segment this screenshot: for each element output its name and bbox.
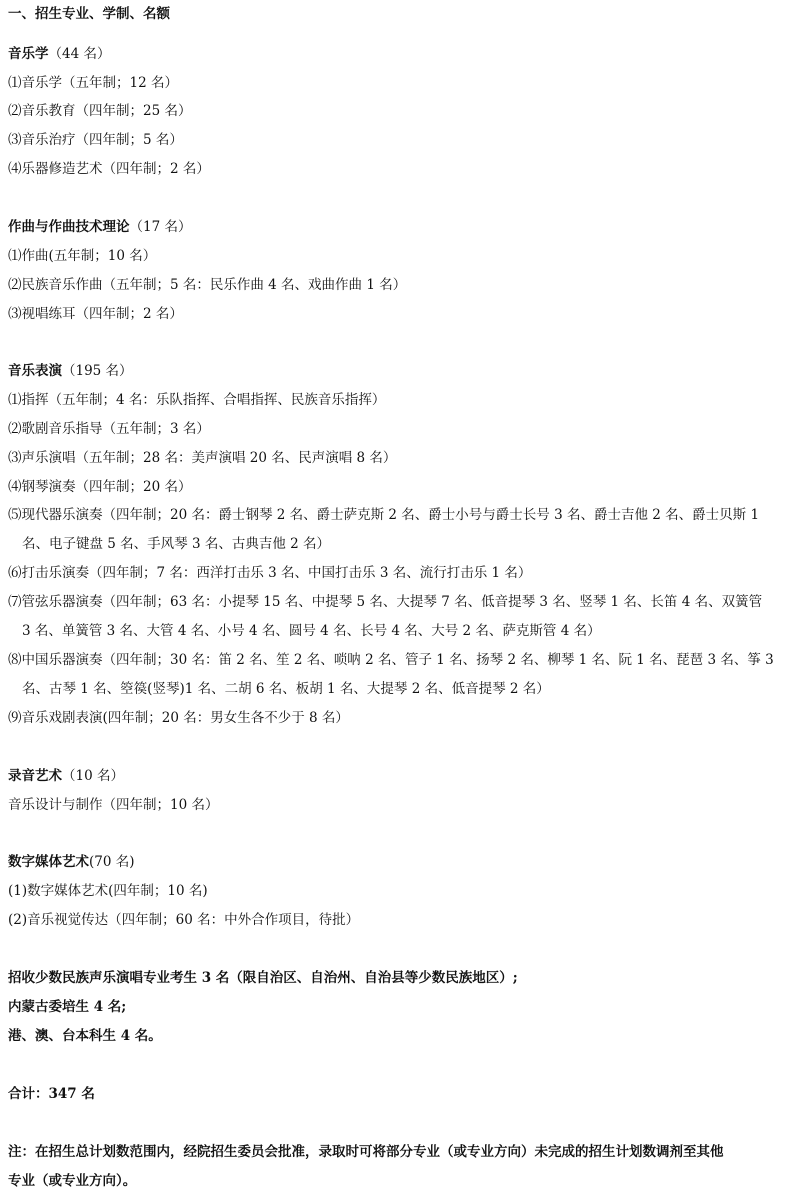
list-item: ⑵歌剧音乐指导（五年制；3 名） [8, 421, 210, 437]
list-item: ⑹打击乐演奏（四年制；7 名：西洋打击乐 3 名、中国打击乐 3 名、流行打击乐 1 名） [8, 565, 532, 581]
group-title: 音乐表演 [8, 363, 62, 379]
list-item: ⑵音乐教育（四年制；25 名） [8, 103, 192, 119]
group-title: 作曲与作曲技术理论 [8, 219, 130, 235]
note-line: 专业（或专业方向）。 [8, 1173, 137, 1189]
section-heading: 一、招生专业、学制、名额 [8, 6, 170, 22]
list-item: ⑷钢琴演奏（四年制；20 名） [8, 479, 192, 495]
group-heading-recording [8, 766, 792, 786]
group-heading-composition [8, 217, 792, 237]
list-item: ⑶声乐演唱（五年制；28 名：美声演唱 20 名、民声演唱 8 名） [8, 450, 397, 466]
list-item-continuation: 名、电子键盘 5 名、手风琴 3 名、古典吉他 2 名） [22, 536, 331, 552]
special-quota-line: 招收少数民族声乐演唱专业考生 3 名（限自治区、自治州、自治县等少数民族地区）; [8, 970, 518, 986]
group-quota: （195 名） [62, 363, 133, 379]
list-item: ⑺管弦乐器演奏（四年制；63 名：小提琴 15 名、中提琴 5 名、大提琴 7 名、低音提琴 3 名、竖琴 1 名、长笛 4 名、双簧管 [8, 594, 763, 610]
list-item: ⑵民族音乐作曲（五年制；5 名：民乐作曲 4 名、戏曲作曲 1 名） [8, 277, 407, 293]
group-heading-digital-media [8, 852, 792, 872]
list-item-continuation: 名、古琴 1 名、箜篌(竖琴)1 名、二胡 6 名、板胡 1 名、大提琴 2 名、低音提琴 2 名） [22, 681, 550, 697]
list-item: ⑶视唱练耳（四年制；2 名） [8, 306, 183, 322]
list-item-continuation: 3 名、单簧管 3 名、大管 4 名、小号 4 名、圆号 4 名、长号 4 名、大号 2 名、萨克斯管 4 名） [22, 623, 601, 639]
special-quota-line: 港、澳、台本科生 4 名。 [8, 1028, 162, 1044]
list-item: 音乐设计与制作（四年制；10 名） [8, 797, 219, 813]
list-item: ⑻中国乐器演奏（四年制；30 名：笛 2 名、笙 2 名、唢呐 2 名、管子 1 名、扬琴 2 名、柳琴 1 名、阮 1 名、琵琶 3 名、筝 3 [8, 652, 774, 668]
list-item: (2)音乐视觉传达（四年制；60 名：中外合作项目，待批） [8, 912, 360, 928]
group-title: 录音艺术 [8, 768, 62, 784]
group-heading-music-studies [8, 44, 792, 64]
group-quota: （44 名） [48, 46, 111, 62]
list-item: ⑴音乐学（五年制；12 名） [8, 75, 178, 91]
list-item: ⑴作曲(五年制；10 名） [8, 248, 157, 264]
group-title: 数字媒体艺术 [8, 854, 89, 870]
group-quota: （17 名） [129, 219, 192, 235]
list-item: ⑶音乐治疗（四年制；5 名） [8, 132, 183, 148]
group-title: 音乐学 [8, 46, 49, 62]
group-heading-performance [8, 361, 792, 381]
list-item: (1)数字媒体艺术(四年制；10 名) [8, 883, 208, 899]
group-quota: （10 名） [62, 768, 124, 784]
list-item: ⑼音乐戏剧表演(四年制；20 名：男女生各不少于 8 名） [8, 710, 349, 726]
list-item: ⑴指挥（五年制；4 名：乐队指挥、合唱指挥、民族音乐指挥） [8, 392, 386, 408]
list-item: ⑷乐器修造艺术（四年制；2 名） [8, 161, 210, 177]
note-line: 注：在招生总计划数范围内，经院招生委员会批准，录取时可将部分专业（或专业方向）未完成的招生计划数调剂至其他 [8, 1144, 724, 1160]
special-quota-line: 内蒙古委培生 4 名; [8, 999, 127, 1015]
total-line: 合计：347 名 [8, 1086, 95, 1102]
group-quota: (70 名) [89, 854, 135, 870]
list-item: ⑸现代器乐演奏（四年制；20 名：爵士钢琴 2 名、爵士萨克斯 2 名、爵士小号与爵士长号 3 名、爵士吉他 2 名、爵士贝斯 1 [8, 507, 760, 523]
